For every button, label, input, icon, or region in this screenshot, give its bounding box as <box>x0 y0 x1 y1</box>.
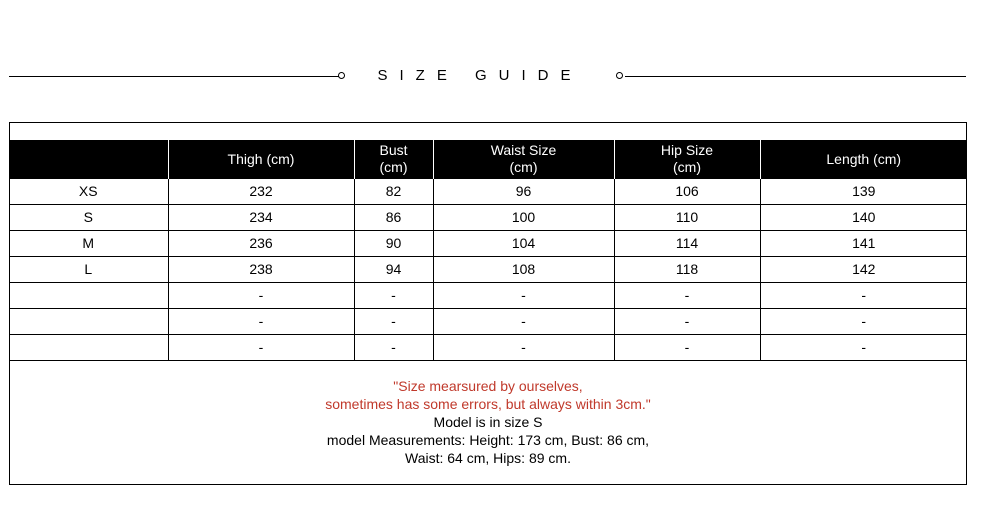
table-row <box>9 231 967 257</box>
table-cell: - <box>354 283 433 309</box>
column-header: Length (cm) <box>760 140 967 179</box>
table-cell: - <box>760 335 967 361</box>
model-measurements-line-1: model Measurements: Height: 173 cm, Bust: 86 cm, <box>326 432 650 448</box>
table-row <box>9 205 967 231</box>
table-cell: - <box>614 283 760 309</box>
table-row <box>9 283 967 309</box>
table-header-row <box>9 140 967 179</box>
table-cell: 142 <box>760 257 967 283</box>
table-cell: - <box>354 335 433 361</box>
measurement-notes <box>9 377 967 467</box>
table-cell: - <box>433 283 614 309</box>
column-header: Waist Size (cm) <box>433 140 614 179</box>
table-cell: 106 <box>614 179 760 205</box>
table-cell: 238 <box>168 257 354 283</box>
table-cell: M <box>9 231 168 257</box>
table-cell: 86 <box>354 205 433 231</box>
column-header: Hip Size (cm) <box>614 140 760 179</box>
table-cell: - <box>760 309 967 335</box>
table-cell: 100 <box>433 205 614 231</box>
table-cell: 90 <box>354 231 433 257</box>
table-cell: 141 <box>760 231 967 257</box>
table-cell: 96 <box>433 179 614 205</box>
page-title: SIZE GUIDE <box>377 67 583 84</box>
table-cell <box>9 283 168 309</box>
header-divider-left <box>9 76 339 77</box>
table-row <box>9 257 967 283</box>
table-cell: 118 <box>614 257 760 283</box>
table-cell: - <box>433 335 614 361</box>
header-divider-right <box>625 76 966 77</box>
table-cell: 236 <box>168 231 354 257</box>
table-cell: 104 <box>433 231 614 257</box>
table-cell: 114 <box>614 231 760 257</box>
table-cell: 110 <box>614 205 760 231</box>
table-row <box>9 179 967 205</box>
table-cell: - <box>614 335 760 361</box>
table-row <box>9 335 967 361</box>
table-cell: 94 <box>354 257 433 283</box>
table-cell: - <box>168 309 354 335</box>
table-cell: 140 <box>760 205 967 231</box>
column-header: Thigh (cm) <box>168 140 354 179</box>
table-cell: 232 <box>168 179 354 205</box>
table-cell: 108 <box>433 257 614 283</box>
column-header <box>9 140 168 179</box>
size-table <box>9 140 967 361</box>
disclaimer-line-1: "Size mearsured by ourselves, <box>393 378 583 394</box>
table-cell: - <box>433 309 614 335</box>
table-cell: L <box>9 257 168 283</box>
table-cell <box>9 309 168 335</box>
table-cell: XS <box>9 179 168 205</box>
column-header: Bust (cm) <box>354 140 433 179</box>
table-cell: 234 <box>168 205 354 231</box>
model-size-note: Model is in size S <box>433 414 543 430</box>
table-cell: - <box>168 335 354 361</box>
header-circle-right-icon <box>616 72 623 79</box>
disclaimer-line-2: sometimes has some errors, but always within 3cm." <box>325 396 651 412</box>
table-cell: - <box>614 309 760 335</box>
table-cell: - <box>760 283 967 309</box>
table-row <box>9 309 967 335</box>
table-cell: S <box>9 205 168 231</box>
table-cell: - <box>354 309 433 335</box>
table-cell <box>9 335 168 361</box>
table-cell: 82 <box>354 179 433 205</box>
header-circle-left-icon <box>338 72 345 79</box>
model-measurements-line-2: Waist: 64 cm, Hips: 89 cm. <box>405 450 571 466</box>
table-cell: - <box>168 283 354 309</box>
size-guide-header <box>0 0 982 110</box>
table-cell: 139 <box>760 179 967 205</box>
